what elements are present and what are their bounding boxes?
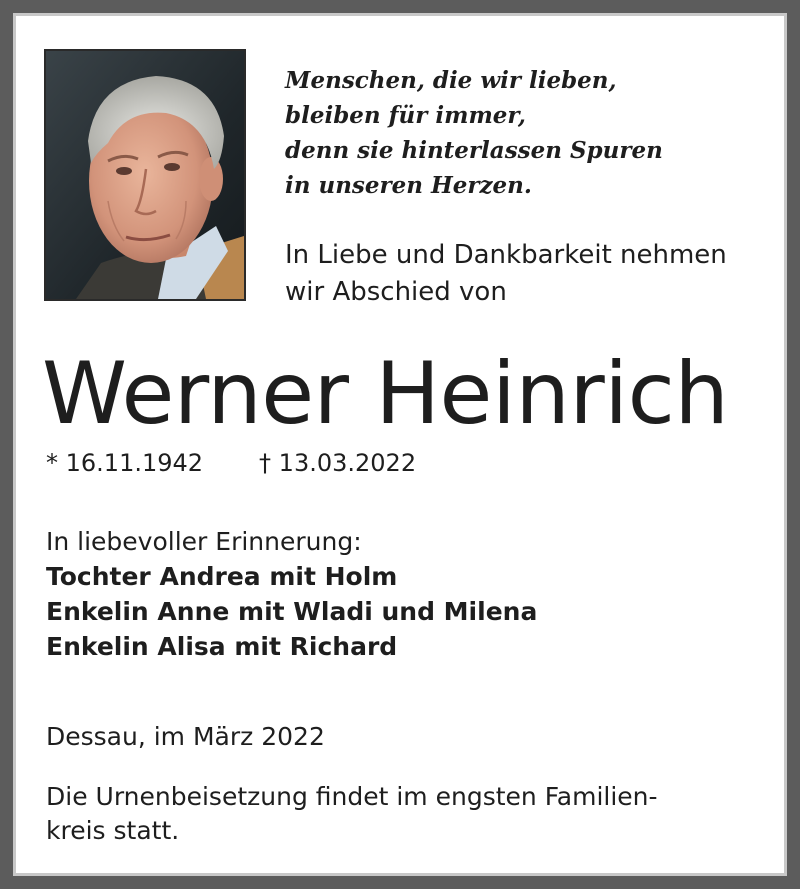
quote-line: in unseren Herzen. (285, 172, 532, 199)
deceased-name: Werner Heinrich (42, 344, 729, 444)
mourner-line: Tochter Andrea mit Holm (46, 562, 398, 591)
mourner-line: Enkelin Anne mit Wladi und Milena (46, 597, 538, 626)
notice-line: kreis statt. (46, 816, 180, 845)
intro-line: wir Abschied von (285, 277, 507, 307)
mourners-section (46, 524, 537, 664)
quote-line: denn sie hinterlassen Spuren (285, 137, 663, 164)
quote-line: Menschen, die wir lieben, (285, 67, 617, 94)
portrait-photo (44, 49, 246, 301)
death-date: † 13.03.2022 (259, 449, 417, 477)
burial-notice (46, 780, 658, 848)
mourner-line: Enkelin Alisa mit Richard (46, 632, 398, 661)
notice-line: Die Urnenbeisetzung findet im engsten Familien- (46, 782, 658, 811)
quote-line: bleiben für immer, (285, 102, 526, 129)
memorial-quote (285, 63, 663, 203)
life-dates (46, 446, 416, 480)
farewell-intro (285, 237, 727, 311)
memory-heading: In liebevoller Erinnerung: (46, 527, 362, 556)
intro-line: In Liebe und Dankbarkeit nehmen (285, 240, 727, 270)
place-and-date: Dessau, im März 2022 (46, 722, 325, 751)
birth-date: * 16.11.1942 (46, 449, 204, 477)
